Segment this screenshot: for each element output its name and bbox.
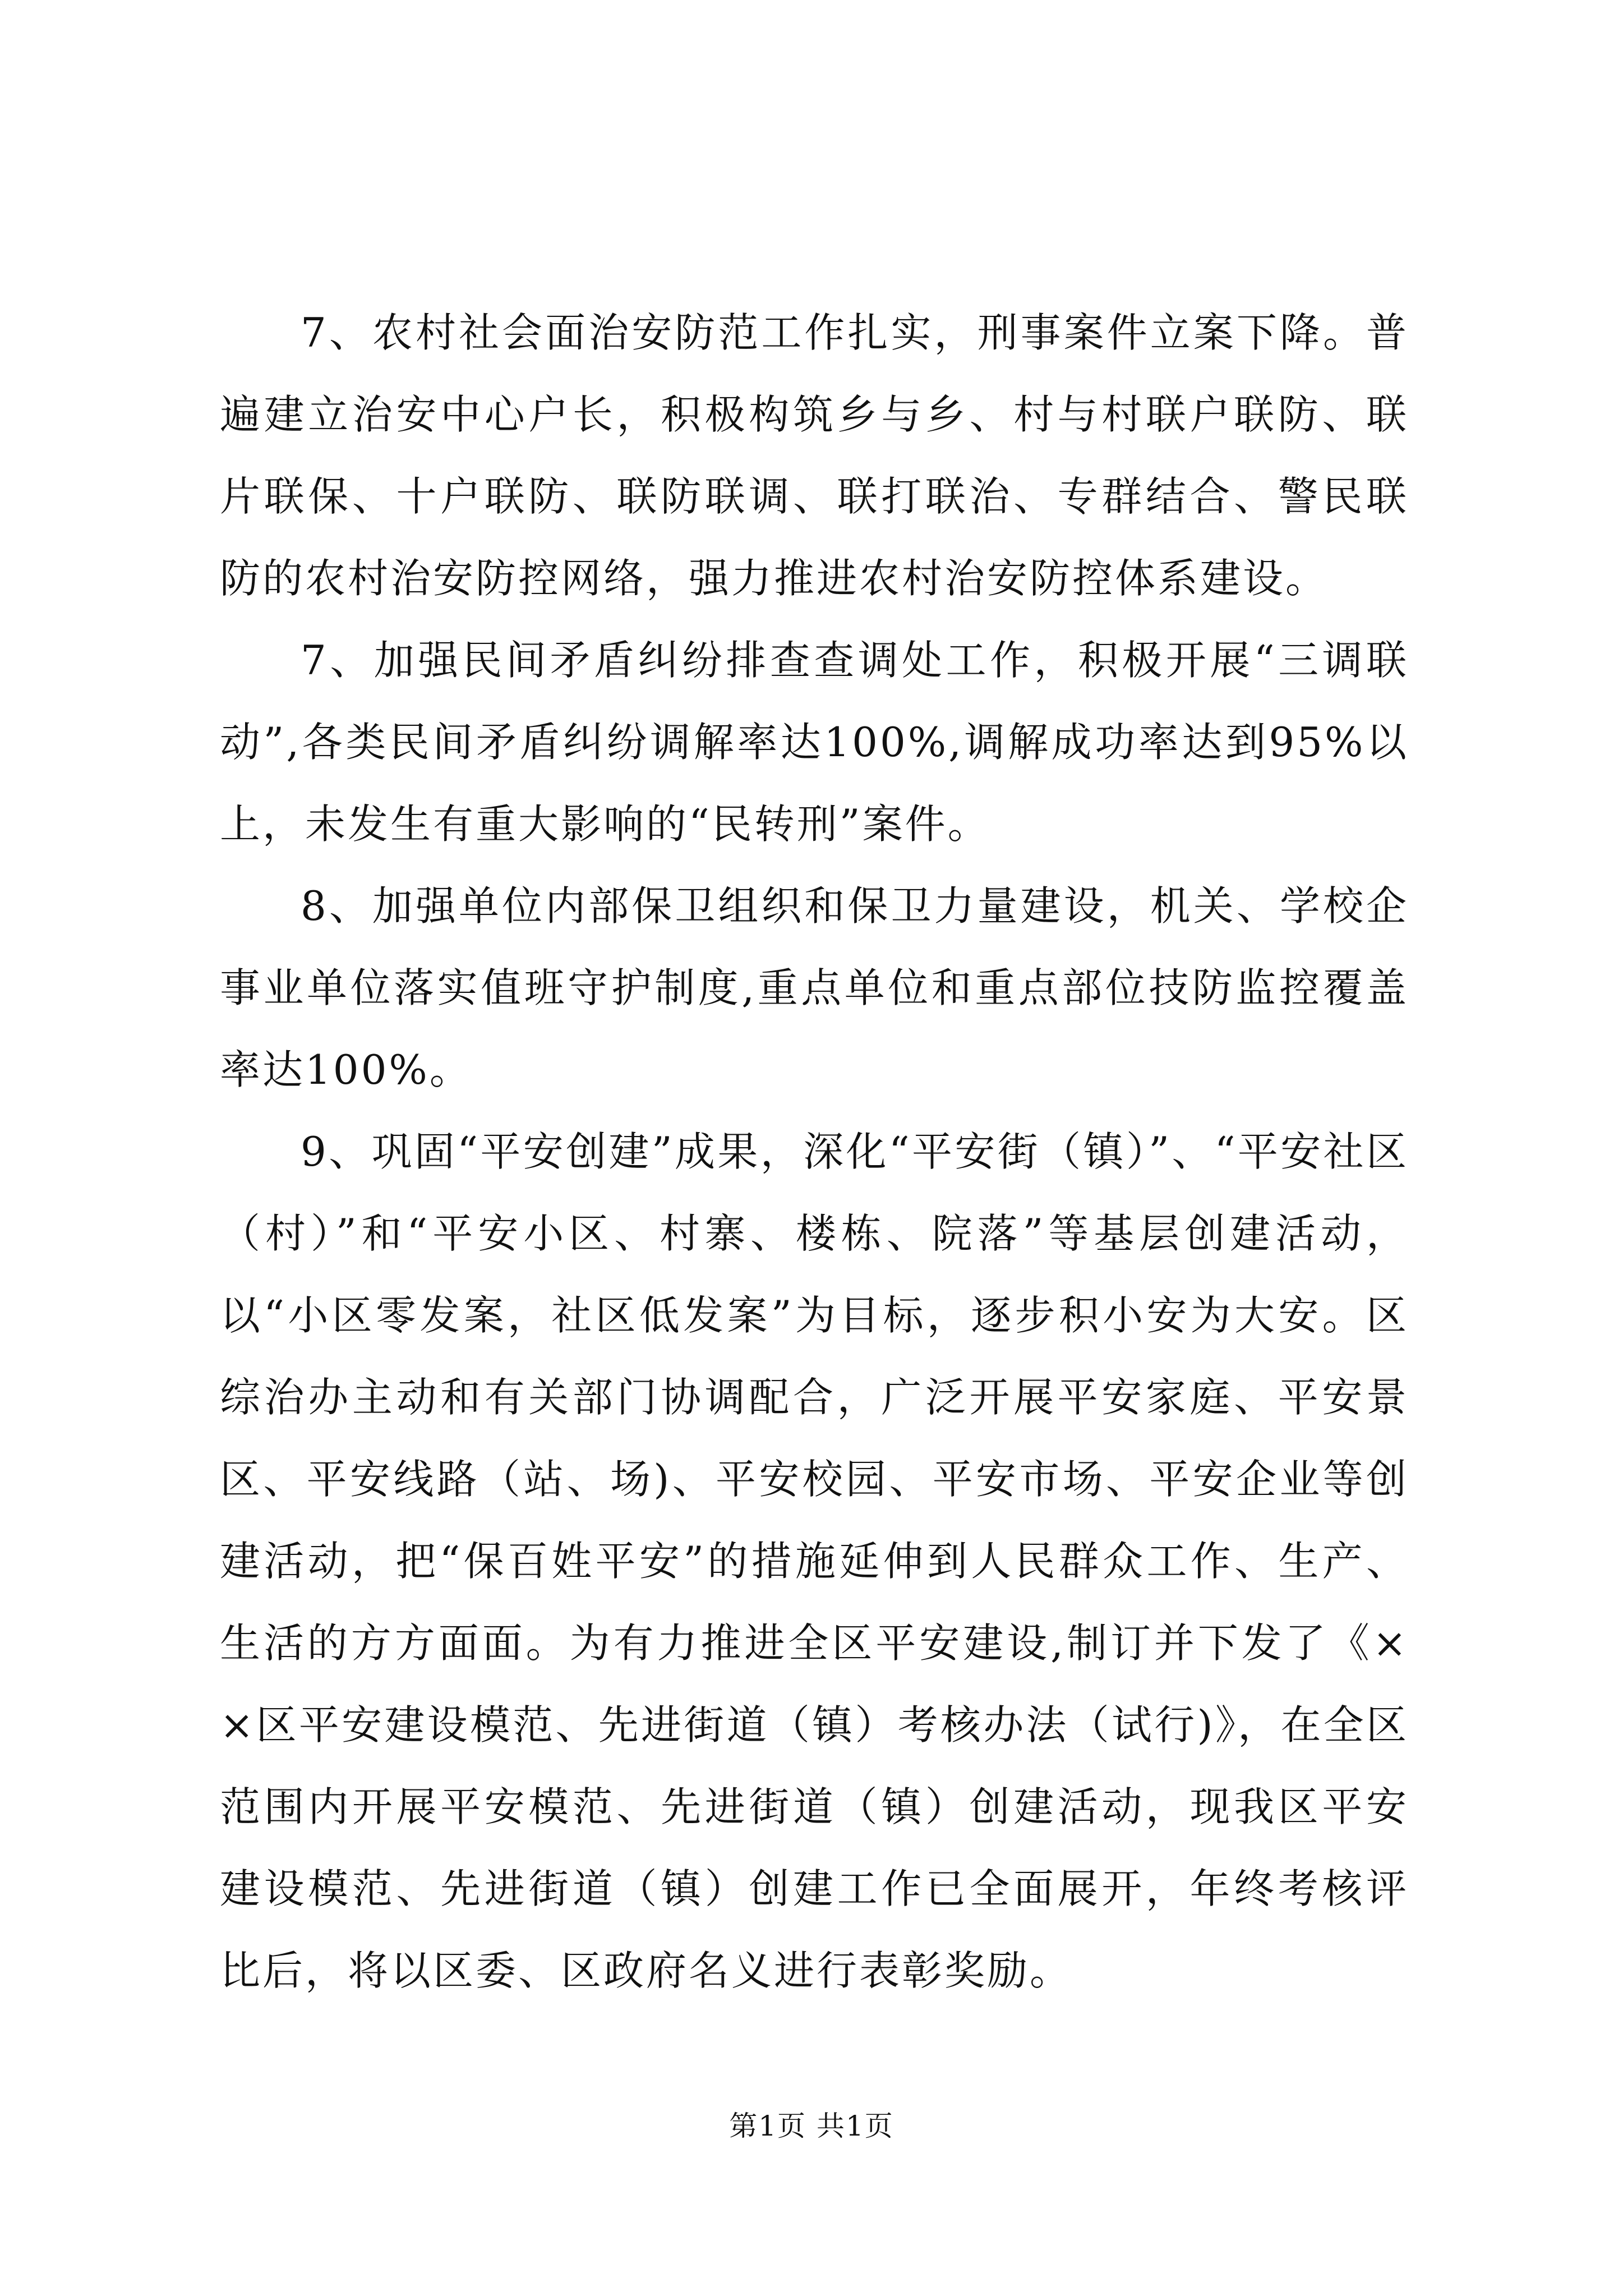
paragraph-7-rural-security: 7、农村社会面治安防范工作扎实，刑事案件立案下降。普遍建立治安中心户长，积极构筑乡与乡、村与村联户联防、联片联保、十户联防、联防联调、联打联治、专群结合、警民联防的农村治安防控网络，强力推进农村治安防控体系建设。	[220, 309, 1409, 602]
document-body	[220, 292, 1409, 2012]
paragraph-7-dispute-mediation: 7、加强民间矛盾纠纷排查查调处工作，积极开展“三调联动”,各类民间矛盾纠纷调解率达100%,调解成功率达到95%以上，未发生有重大影响的“民转刑”案件。	[220, 637, 1409, 848]
page-footer: 第1页 共1页	[729, 2110, 894, 2142]
paragraph-8-unit-security: 8、加强单位内部保卫组织和保卫力量建设，机关、学校企事业单位落实值班守护制度,重点单位和重点部位技防监控覆盖率达100%。	[220, 882, 1409, 1093]
paragraph-9-safety-building: 9、巩固“平安创建”成果，深化“平安街（镇）”、“平安社区（村）”和“平安小区、村寨、楼栋、院落”等基层创建活动，以“小区零发案，社区低发案”为目标，逐步积小安为大安。区综治办主动和有关部门协调配合，广泛开展平安家庭、平安景区、平安线路（站、场)、平安校园、平安市场、平安企业等创建活动，把“保百姓平安”的措施延伸到人民群众工作、生产、生活的方方面面。为有力推进全区平安建设,制订并下发了《××区平安建设模范、先进街道（镇）考核办法（试行)》，在全区范围内开展平安模范、先进街道（镇）创建活动，现我区平安建设模范、先进街道（镇）创建工作已全面展开，年终考核评比后，将以区委、区政府名义进行表彰奖励。	[220, 1128, 1409, 1994]
